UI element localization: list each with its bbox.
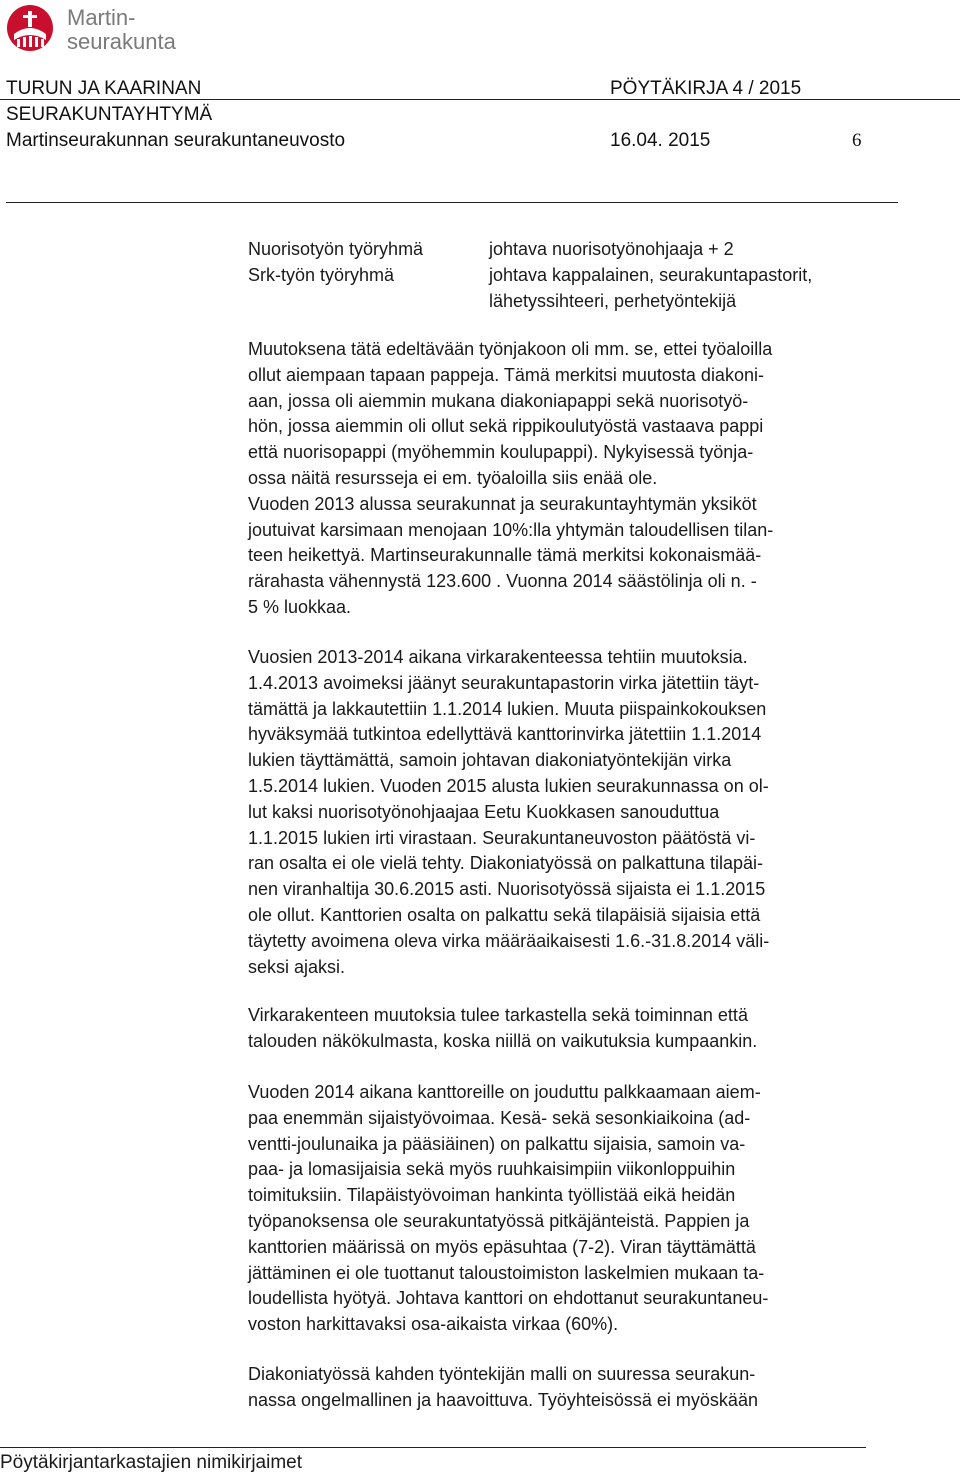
text-line: lut kaksi nuorisotyönohjaajaa Eetu Kuokkasen sanouduttua [248, 801, 720, 822]
group-label: Srk-työn työryhmä [248, 265, 395, 285]
text-line: että nuorisopappi (myöhemmin koulupappi). Nykyisessä työnja- [248, 442, 754, 463]
text-line: tämättä ja lakkautettiin 1.1.2014 lukien. Muuta piispainkokouksen [248, 698, 767, 719]
text-line: ole ollut. Kanttorien osalta on palkattu sekä tilapäisiä sijaisia että [248, 904, 761, 925]
meeting-date: 16.04. 2015 [610, 130, 711, 151]
org-name-line-1: TURUN JA KAARINAN [6, 78, 202, 99]
text-line: 1.1.2015 lukien irti virastaan. Seurakuntaneuvoston päätöstä vi- [248, 827, 756, 848]
text-line: toimituksiin. Tilapäistyövoiman hankinta työllistää eikä heidän [248, 1185, 736, 1206]
group-row [248, 262, 812, 314]
text-line: 1.4.2013 avoimeksi jäänyt seurakuntapastorin virka jätettiin täyt- [248, 672, 760, 693]
logo-wordmark [67, 6, 176, 54]
paragraph-changes [248, 337, 908, 621]
text-line: paa- ja lomasijaisia sekä myös ruuhkaisimpiin viikonloppuihin [248, 1159, 736, 1180]
group-members: johtava kappalainen, seurakuntapastorit, [489, 265, 813, 285]
martinseurakunta-logo [6, 4, 206, 54]
text-line: paa enemmän sijaistyövoimaa. Kesä- sekä sesonkiaikoina (ad- [248, 1107, 751, 1128]
text-line: täytetty avoimena oleva virka määräaikaisesti 1.6.-31.8.2014 väli- [248, 930, 770, 951]
text-line: kanttorien määrissä on myös epäsuhtaa (7-2). Viran täyttämättä [248, 1236, 756, 1257]
paragraph-cantors [248, 1080, 908, 1338]
text-line: voston harkittavaksi osa-aikaista virkaa (60%). [248, 1314, 619, 1335]
group-row [248, 236, 812, 262]
text-line: ossa näitä resursseja ei em. työaloilla siis enää ole. [248, 467, 658, 488]
text-line: Vuosien 2013-2014 aikana virkarakenteessa tehtiin muutoksia. [248, 647, 748, 667]
footer-rule [0, 1447, 866, 1448]
text-line: Virkarakenteen muutoksia tulee tarkastella sekä toiminnan että [248, 1005, 748, 1025]
text-line: seksi ajaksi. [248, 956, 346, 977]
separator-rule [6, 202, 898, 203]
text-line: ollut aiempaan tapaan pappeja. Tämä merkitsi muutosta diakoni- [248, 364, 764, 385]
header-rule [0, 99, 960, 100]
text-line: Vuoden 2014 aikana kanttoreille on jouduttu palkkaamaan aiem- [248, 1082, 761, 1102]
text-line: Diakoniatyössä kahden työntekijän malli on suuressa seurakun- [248, 1364, 756, 1384]
logo-line-1: Martin- [67, 5, 136, 30]
text-line: Vuoden 2013 alussa seurakunnat ja seurakuntayhtymän yksiköt [248, 493, 757, 514]
text-line: joutuivat karsimaan menojaan 10%:lla yhtymän taloudellisen tilan- [248, 519, 774, 540]
text-line: Muutoksena tätä edeltävään työnjakoon oli mm. se, ettei työaloilla [248, 339, 773, 359]
paragraph-office-structure [248, 645, 908, 980]
text-line: aan, jossa oli aiemmin mukana diakoniapappi sekä nuorisotyö- [248, 390, 749, 411]
paragraph-review [248, 1003, 908, 1055]
text-line: jättäminen ei ole tuottanut taloustoimiston laskelmien mukaan ta- [248, 1262, 765, 1283]
text-line: 1.5.2014 lukien. Vuoden 2015 alusta lukien seurakunnassa on ol- [248, 775, 769, 796]
text-line: hyväksymää tutkintoa edellyttävä kanttorinvirka jätettiin 1.1.2014 [248, 724, 762, 745]
text-line: rärahasta vähennystä 123.600 . Vuonna 2014 säästölinja oli n. - [248, 571, 757, 592]
text-line: 5 % luokkaa. [248, 596, 352, 617]
text-line: ran osalta ei ole vielä tehty. Diakoniatyössä on palkattuna tilapäi- [248, 853, 763, 874]
text-line: lukien täyttämättä, samoin johtavan diakoniatyöntekijän virka [248, 750, 732, 771]
org-name-line-2: SEURAKUNTAYHTYMÄ [6, 104, 213, 125]
group-members: johtava nuorisotyönohjaaja + 2 [489, 239, 734, 259]
text-line: ventti-joulunaika ja pääsiäinen) on palkattu sijaisia, samoin va- [248, 1133, 746, 1154]
footer-initials-label: Pöytäkirjantarkastajien nimikirjaimet [0, 1452, 302, 1473]
work-groups-table [248, 236, 812, 314]
group-label: Nuorisotyön työryhmä [248, 239, 424, 259]
text-line: teen heikettyä. Martinseurakunnalle tämä merkitsi kokonaismää- [248, 545, 762, 566]
text-line: hön, jossa aiemmin oli ollut sekä rippikoulutyöstä vastaava pappi [248, 416, 764, 437]
text-line: työpanoksensa ole seurakuntatyössä pitkäjänteistä. Pappien ja [248, 1210, 750, 1231]
group-members: lähetyssihteeri, perhetyöntekijä [489, 291, 737, 311]
text-line: nassa ongelmallinen ja haavoittuva. Työyhteisössä ei myöskään [248, 1389, 758, 1410]
page-number: 6 [852, 130, 862, 151]
text-line: loudellista hyötyä. Johtava kanttori on ehdottanut seurakuntaneu- [248, 1288, 769, 1309]
parish-emblem-icon [6, 4, 58, 54]
paragraph-diaconia [248, 1362, 908, 1414]
logo-line-2: seurakunta [67, 29, 176, 54]
document-id: PÖYTÄKIRJA 4 / 2015 [610, 78, 802, 99]
text-line: talouden näkökulmasta, koska niillä on vaikutuksia kumpaankin. [248, 1030, 758, 1051]
meeting-body: Martinseurakunnan seurakuntaneuvosto [6, 130, 346, 151]
text-line: nen viranhaltija 30.6.2015 asti. Nuorisotyössä sijaista ei 1.1.2015 [248, 879, 766, 900]
